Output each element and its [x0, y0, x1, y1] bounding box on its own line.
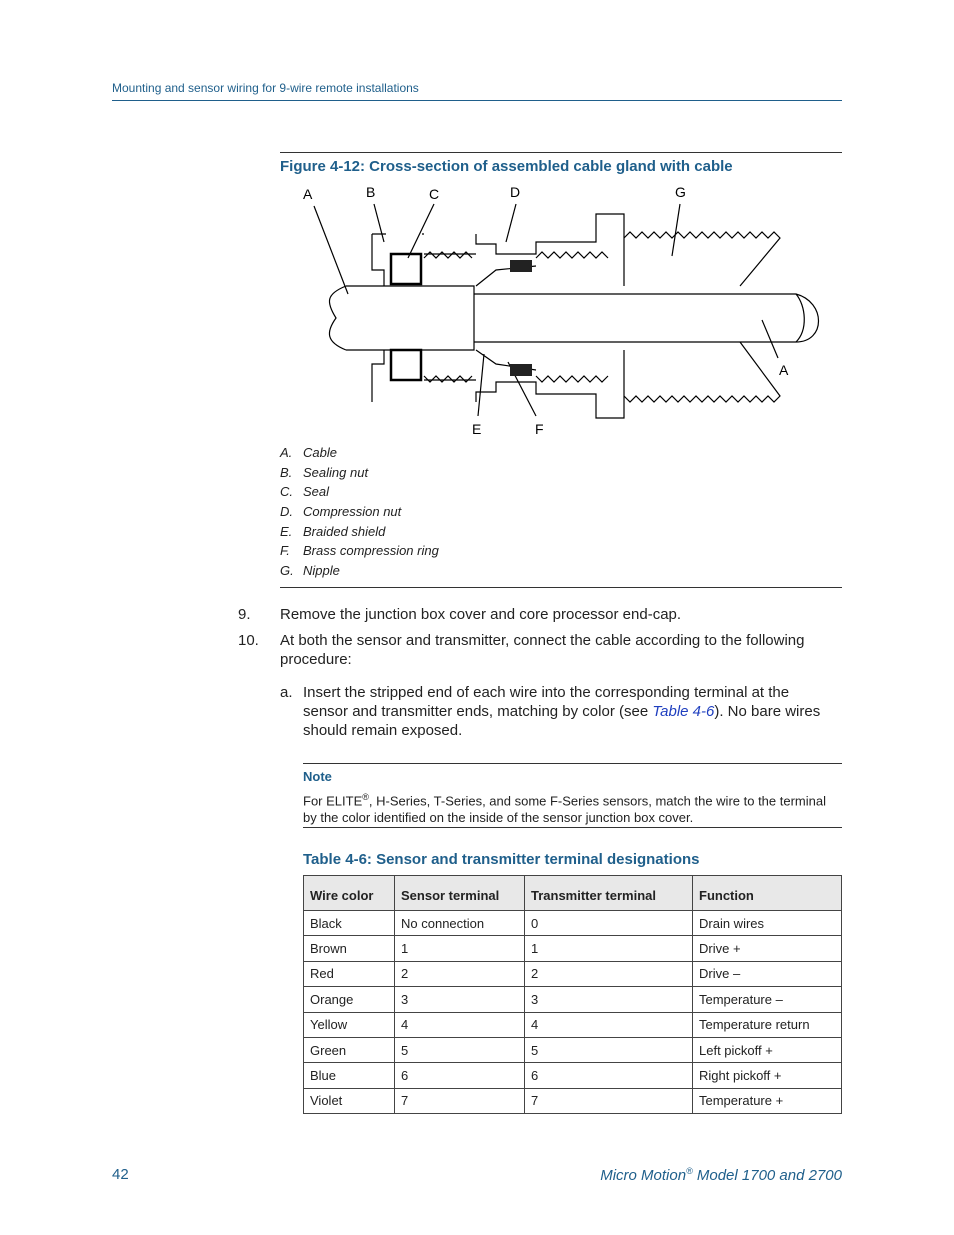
running-header: Mounting and sensor wiring for 9-wire remote installations	[112, 81, 419, 95]
callout-a-top: A	[303, 186, 313, 202]
table-row: Brown 1 1 Drive +	[304, 936, 842, 961]
step-number: 10.	[238, 632, 259, 649]
note-top-rule	[303, 763, 842, 764]
legend-item: F. Brass compression ring	[280, 543, 439, 559]
column-header: Wire color	[304, 876, 395, 911]
table-row: Violet 7 7 Temperature +	[304, 1088, 842, 1113]
legend-item: E. Braided shield	[280, 523, 386, 539]
column-header: Transmitter terminal	[525, 876, 693, 911]
figure-legend	[280, 445, 439, 583]
page-number: 42	[112, 1166, 129, 1183]
table-row: Yellow 4 4 Temperature return	[304, 1012, 842, 1037]
column-header: Function	[693, 876, 842, 911]
callout-g: G	[675, 184, 686, 200]
header-rule	[112, 100, 842, 101]
table-link[interactable]: Table 4-6	[652, 703, 715, 720]
table-row: Black No connection 0 Drain wires	[304, 911, 842, 936]
step-text: At both the sensor and transmitter, connect the cable according to the following procedure:	[280, 632, 805, 668]
footer-title: Micro Motion® Model 1700 and 2700	[600, 1166, 842, 1184]
table-row: Red 2 2 Drive –	[304, 961, 842, 986]
table-row: Green 5 5 Left pickoff +	[304, 1037, 842, 1062]
substep-text: Insert the stripped end of each wire into the corresponding terminal at the sensor and transmitter ends, matching by color (see Table 4-6). No bare wires should remain exposed.	[303, 684, 821, 739]
note-bottom-rule	[303, 827, 842, 828]
callout-b: B	[366, 184, 376, 200]
legend-item: B. Sealing nut	[280, 464, 369, 480]
table-header-row	[304, 876, 842, 911]
column-header: Sensor terminal	[395, 876, 525, 911]
step-text: Remove the junction box cover and core processor end-cap.	[280, 606, 682, 623]
table-row: Blue 6 6 Right pickoff +	[304, 1063, 842, 1088]
step-number: 9.	[238, 606, 251, 623]
callout-d: D	[510, 184, 521, 200]
callout-f: F	[535, 421, 544, 437]
table-row: Orange 3 3 Temperature –	[304, 987, 842, 1012]
figure-top-rule	[280, 152, 842, 153]
figure-caption: Figure 4-12: Cross-section of assembled cable gland with cable	[280, 158, 733, 175]
legend-item: D. Compression nut	[280, 504, 402, 520]
figure-bottom-rule	[280, 587, 842, 588]
note-title: Note	[303, 769, 332, 784]
callout-c: C	[429, 186, 440, 202]
callout-a-right: A	[779, 362, 789, 378]
legend-item: G. Nipple	[280, 563, 340, 579]
legend-item: A. Cable	[280, 445, 337, 460]
table-caption: Table 4-6: Sensor and transmitter terminal designations	[303, 851, 700, 868]
terminal-table	[303, 875, 842, 1114]
note-text: For ELITE®, H-Series, T-Series, and some F-Series sensors, match the wire to the terminal by the color identified on the inside of the sensor junction box cover.	[303, 792, 826, 826]
legend-item: C. Seal	[280, 484, 330, 500]
callout-e: E	[472, 421, 482, 437]
substep-letter: a.	[280, 684, 293, 701]
cable-gland-diagram	[296, 182, 826, 444]
